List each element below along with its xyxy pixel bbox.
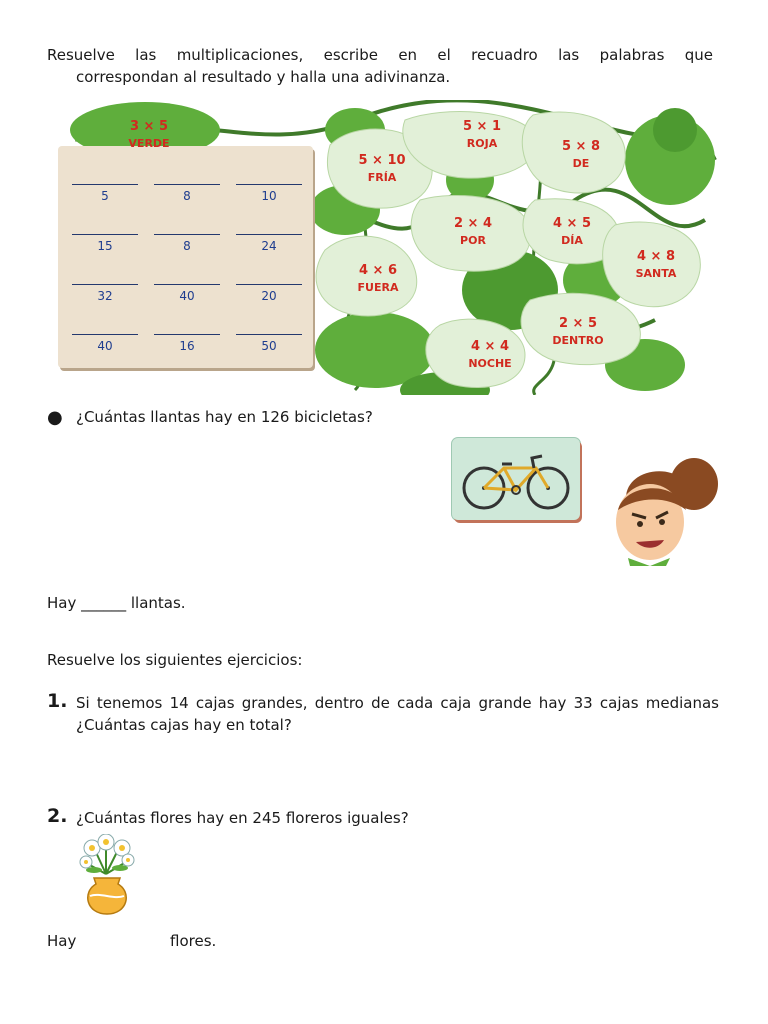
answer-line-flowers-suffix: flores. xyxy=(170,932,217,950)
bullet-icon: ● xyxy=(47,407,63,428)
flower-vase-image xyxy=(76,834,138,918)
answer-number: 5 xyxy=(101,189,109,203)
leaf-label: 2 × 5 DENTRO xyxy=(552,316,604,347)
answer-number: 15 xyxy=(97,239,113,253)
girl-icon xyxy=(606,454,724,566)
answer-slot xyxy=(236,334,302,353)
girl-illustration xyxy=(606,454,724,566)
exercise-number: 2. xyxy=(47,805,68,827)
leaf-label: 5 × 1 ROJA xyxy=(462,119,502,150)
instructions-line-2: correspondan al resultado y halla una adivinanza. xyxy=(76,68,451,86)
leaf-label: 3 × 5 VERDE xyxy=(128,119,170,150)
exercise-1 xyxy=(47,692,719,736)
answer-number: 40 xyxy=(179,289,195,303)
answer-number: 20 xyxy=(261,289,277,303)
answer-line-flowers-prefix: Hay xyxy=(47,932,77,950)
exercise-text: ¿Cuántas flores hay en 245 floreros iguales? xyxy=(76,809,409,827)
answer-number: 40 xyxy=(97,339,113,353)
answer-number: 50 xyxy=(261,339,277,353)
answer-slot xyxy=(236,234,302,253)
answer-number: 8 xyxy=(183,189,191,203)
question-text: ¿Cuántas llantas hay en 126 bicicletas? xyxy=(76,408,373,426)
answer-number: 16 xyxy=(179,339,195,353)
answer-slot xyxy=(72,184,138,203)
instructions xyxy=(47,44,713,88)
answer-number: 10 xyxy=(261,189,277,203)
answer-slot xyxy=(236,184,302,203)
bicycle-icon xyxy=(452,438,580,520)
leaf-label: 4 × 4 NOCHE xyxy=(468,339,512,370)
exercise-text: Si tenemos 14 cajas grandes, dentro de cada caja grande hay 33 cajas medianas ¿Cuántas cajas hay en total? xyxy=(76,694,719,734)
section-title: Resuelve los siguientes ejercicios: xyxy=(47,651,303,669)
answer-slot xyxy=(154,184,220,203)
leaf-label: 4 × 5 DÍA xyxy=(552,216,592,247)
answer-slot xyxy=(154,334,220,353)
answer-slot xyxy=(72,284,138,303)
answer-slot xyxy=(154,234,220,253)
bicycle-image xyxy=(452,438,580,520)
leaf-label: 5 × 10 FRÍA xyxy=(358,153,406,184)
multiplication-puzzle xyxy=(55,100,720,395)
exercise-2 xyxy=(47,807,719,829)
answer-slot xyxy=(72,234,138,253)
leaf-label: 2 × 4 POR xyxy=(453,216,493,247)
answer-slot xyxy=(72,334,138,353)
leaf-label: 4 × 8 SANTA xyxy=(635,249,677,280)
answer-paper xyxy=(58,146,313,368)
flower-vase-icon xyxy=(76,834,138,918)
instructions-line-1: Resuelve las multiplicaciones, escribe en el recuadro las palabras que xyxy=(47,46,713,64)
answer-number: 24 xyxy=(261,239,277,253)
answer-number: 8 xyxy=(183,239,191,253)
answer-number: 32 xyxy=(97,289,113,303)
answer-slot xyxy=(236,284,302,303)
leaf-label: 4 × 6 FUERA xyxy=(357,263,399,294)
answer-slot xyxy=(154,284,220,303)
answer-line-bicycles: Hay ______ llantas. xyxy=(47,594,186,612)
leaf-label: 5 × 8 DE xyxy=(561,139,601,170)
exercise-number: 1. xyxy=(47,690,68,712)
